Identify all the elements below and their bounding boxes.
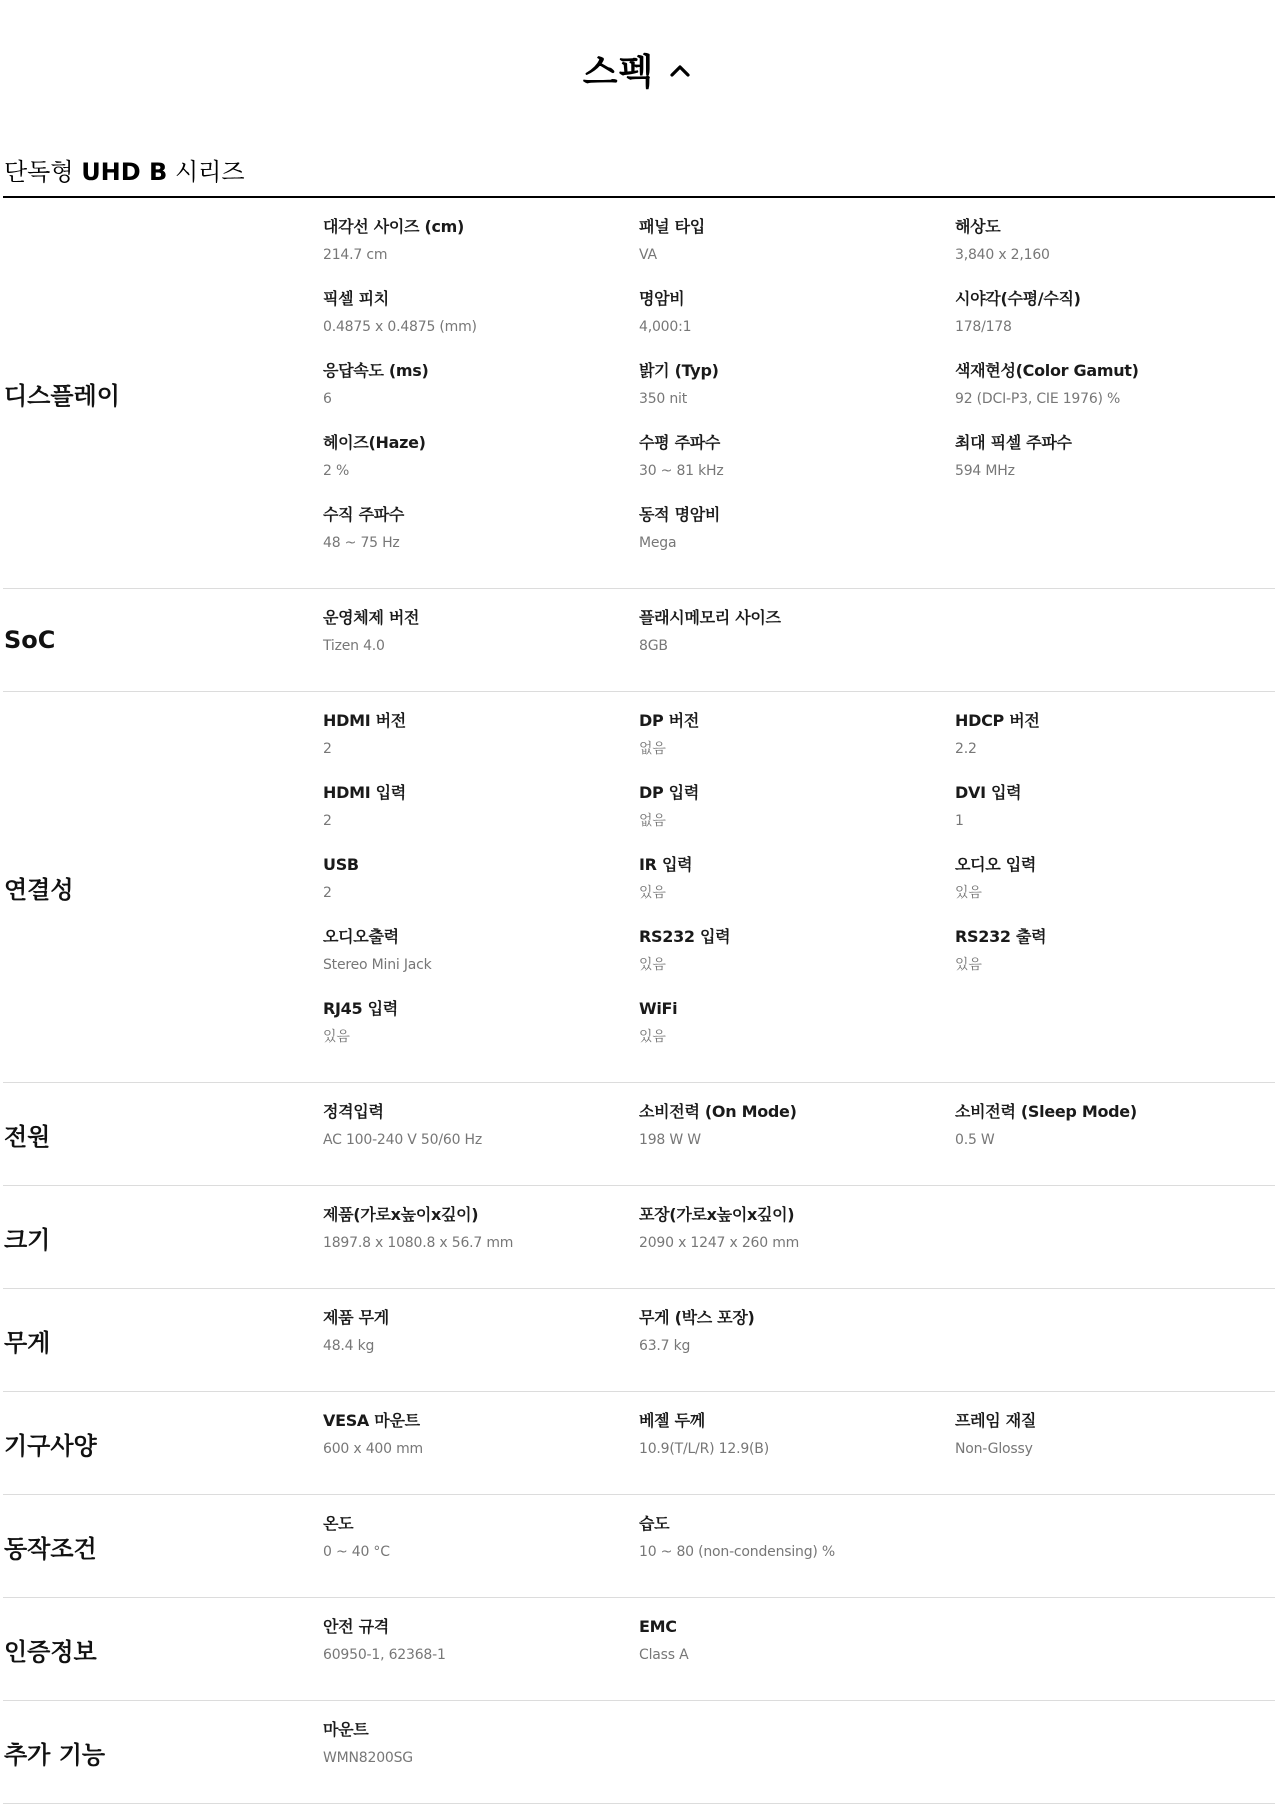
spec-name: 무게 (박스 포장) (639, 1308, 755, 1327)
section-label: 디스플레이 (4, 381, 120, 410)
spec-item (955, 926, 1271, 998)
spec-grid (323, 1495, 1275, 1597)
spec-section (3, 589, 1275, 692)
spec-item (323, 1616, 639, 1688)
spec-name: 수평 주파수 (639, 433, 721, 452)
spec-name: 밝기 (Typ) (639, 361, 719, 380)
spec-item (639, 607, 955, 679)
spec-name: 대각선 사이즈 (cm) (323, 217, 465, 236)
spec-name: DVI 입력 (955, 783, 1022, 802)
spec-toggle[interactable] (583, 44, 693, 95)
spec-name: 색재현성(Color Gamut) (955, 361, 1139, 380)
spec-name: 온도 (323, 1514, 354, 1533)
spec-grid (323, 1392, 1275, 1494)
spec-value: 있음 (323, 1029, 350, 1045)
product-title (4, 152, 245, 187)
spec-value: 10 ~ 80 (non-condensing) % (639, 1544, 836, 1560)
spec-item (639, 926, 955, 998)
spec-item (955, 288, 1271, 360)
spec-item (639, 1307, 955, 1379)
section-label: 크기 (4, 1225, 51, 1254)
spec-name: RJ45 입력 (323, 999, 398, 1018)
section-label: 무게 (4, 1328, 51, 1357)
spec-item (323, 1101, 639, 1173)
spec-name: 시야각(수평/수직) (955, 289, 1081, 308)
spec-value: 있음 (955, 957, 982, 973)
spec-item (323, 782, 639, 854)
spec-item (639, 998, 955, 1070)
page-title: 스펙 (582, 52, 655, 93)
spec-grid (323, 1598, 1275, 1700)
spec-item (955, 432, 1271, 504)
spec-item (639, 1616, 955, 1688)
spec-value: Non-Glossy (955, 1441, 1033, 1457)
spec-value: VA (639, 247, 657, 263)
spec-section (3, 1083, 1275, 1186)
spec-item (323, 432, 639, 504)
spec-value: 있음 (639, 1029, 666, 1045)
spec-value: 0.4875 x 0.4875 (mm) (323, 319, 477, 335)
spec-value: 2 (323, 813, 332, 829)
spec-value: 198 W W (639, 1132, 701, 1148)
chevron-up-icon (668, 58, 692, 82)
spec-section (3, 692, 1275, 1083)
spec-name: 운영체제 버전 (323, 608, 420, 627)
spec-name: EMC (639, 1617, 677, 1636)
spec-item (323, 1410, 639, 1482)
spec-value: 2 (323, 741, 332, 757)
spec-item (323, 1307, 639, 1379)
spec-item (323, 607, 639, 679)
spec-item (639, 710, 955, 782)
spec-item (955, 1101, 1271, 1173)
spec-section (3, 1186, 1275, 1289)
spec-item (323, 998, 639, 1070)
spec-value: 3,840 x 2,160 (955, 247, 1050, 263)
spec-name: USB (323, 855, 359, 874)
spec-value: 0.5 W (955, 1132, 995, 1148)
spec-section (3, 1495, 1275, 1598)
spec-table (3, 198, 1275, 1804)
spec-name: VESA 마운트 (323, 1411, 420, 1430)
product-title-prefix: 단독형 (4, 158, 82, 186)
spec-item (639, 1410, 955, 1482)
spec-value: 178/178 (955, 319, 1012, 335)
section-label: 기구사양 (4, 1431, 97, 1460)
spec-name: RS232 출력 (955, 927, 1047, 946)
spec-section (3, 1598, 1275, 1701)
spec-item (639, 504, 955, 576)
spec-value: 있음 (955, 885, 982, 901)
spec-item (639, 360, 955, 432)
spec-name: 안전 규격 (323, 1617, 389, 1636)
spec-name: 습도 (639, 1514, 670, 1533)
spec-grid (323, 198, 1275, 588)
spec-name: HDMI 버전 (323, 711, 406, 730)
spec-section (3, 1289, 1275, 1392)
spec-value: WMN8200SG (323, 1750, 413, 1766)
spec-value: Stereo Mini Jack (323, 957, 432, 973)
product-title-model: UHD B (81, 158, 168, 186)
product-title-suffix: 시리즈 (167, 158, 245, 186)
spec-value: 92 (DCI-P3, CIE 1976) % (955, 391, 1121, 407)
spec-value: 1 (955, 813, 964, 829)
spec-name: DP 버전 (639, 711, 699, 730)
spec-grid (323, 1701, 1275, 1803)
spec-name: 해상도 (955, 217, 1001, 236)
spec-grid (323, 692, 1275, 1082)
spec-value: 2090 x 1247 x 260 mm (639, 1235, 800, 1251)
spec-name: HDCP 버전 (955, 711, 1040, 730)
spec-grid (323, 1289, 1275, 1391)
spec-value: 214.7 cm (323, 247, 388, 263)
spec-value: 2.2 (955, 741, 977, 757)
spec-value: 60950-1, 62368-1 (323, 1647, 446, 1663)
spec-item (955, 782, 1271, 854)
spec-item (955, 360, 1271, 432)
spec-name: 수직 주파수 (323, 505, 405, 524)
spec-name: 제품 무게 (323, 1308, 389, 1327)
spec-section (3, 198, 1275, 589)
spec-item (955, 854, 1271, 926)
spec-name: 플래시메모리 사이즈 (639, 608, 781, 627)
spec-name: 동적 명암비 (639, 505, 721, 524)
spec-value: Mega (639, 535, 677, 551)
spec-item (639, 854, 955, 926)
spec-name: RS232 입력 (639, 927, 731, 946)
spec-section (3, 1701, 1275, 1804)
spec-header (0, 44, 1275, 95)
spec-value: 48.4 kg (323, 1338, 375, 1354)
spec-value: 600 x 400 mm (323, 1441, 423, 1457)
spec-name: WiFi (639, 999, 678, 1018)
spec-name: IR 입력 (639, 855, 693, 874)
spec-item (955, 216, 1271, 288)
spec-item (639, 1101, 955, 1173)
spec-value: 63.7 kg (639, 1338, 691, 1354)
spec-value: Tizen 4.0 (323, 638, 385, 654)
spec-item (323, 1513, 639, 1585)
spec-value: 2 % (323, 463, 350, 479)
spec-item (639, 216, 955, 288)
section-label: 연결성 (4, 875, 74, 904)
spec-item (639, 288, 955, 360)
spec-section (3, 1392, 1275, 1495)
spec-name: 명암비 (639, 289, 685, 308)
spec-value: 30 ~ 81 kHz (639, 463, 724, 479)
spec-item (639, 1204, 955, 1276)
spec-value: 1897.8 x 1080.8 x 56.7 mm (323, 1235, 514, 1251)
spec-name: 오디오 입력 (955, 855, 1037, 874)
spec-item (323, 216, 639, 288)
spec-name: HDMI 입력 (323, 783, 406, 802)
spec-item (323, 710, 639, 782)
spec-value: 있음 (639, 885, 666, 901)
spec-name: DP 입력 (639, 783, 699, 802)
spec-name: 헤이즈(Haze) (323, 433, 426, 452)
spec-name: 마운트 (323, 1720, 369, 1739)
spec-name: 최대 픽셀 주파수 (955, 433, 1072, 452)
spec-value: 594 MHz (955, 463, 1015, 479)
section-label: 추가 기능 (4, 1740, 106, 1769)
spec-value: 6 (323, 391, 332, 407)
spec-item (955, 1410, 1271, 1482)
section-label: 전원 (4, 1122, 51, 1151)
spec-item (323, 360, 639, 432)
spec-value: 350 nit (639, 391, 688, 407)
spec-name: 소비전력 (On Mode) (639, 1102, 797, 1121)
spec-value: 48 ~ 75 Hz (323, 535, 400, 551)
spec-value: Class A (639, 1647, 689, 1663)
spec-name: 소비전력 (Sleep Mode) (955, 1102, 1137, 1121)
spec-value: 4,000:1 (639, 319, 692, 335)
spec-name: 정격입력 (323, 1102, 384, 1121)
spec-value: 0 ~ 40 °C (323, 1544, 390, 1560)
spec-value: 있음 (639, 957, 666, 973)
spec-item (955, 710, 1271, 782)
spec-item (323, 1719, 639, 1791)
section-label: SoC (4, 626, 56, 654)
spec-name: 제품(가로x높이x깊이) (323, 1205, 479, 1224)
section-label: 인증정보 (4, 1637, 97, 1666)
spec-grid (323, 589, 1275, 691)
section-label: 동작조건 (4, 1534, 97, 1563)
spec-name: 응답속도 (ms) (323, 361, 429, 380)
spec-name: 오디오출력 (323, 927, 399, 946)
spec-value: 없음 (639, 813, 666, 829)
spec-item (323, 926, 639, 998)
spec-grid (323, 1083, 1275, 1185)
spec-item (323, 1204, 639, 1276)
spec-item (639, 432, 955, 504)
spec-item (639, 782, 955, 854)
spec-value: 8GB (639, 638, 668, 654)
spec-value: 2 (323, 885, 332, 901)
spec-name: 프레임 재질 (955, 1411, 1037, 1430)
spec-item (323, 504, 639, 576)
spec-value: 10.9(T/L/R) 12.9(B) (639, 1441, 769, 1457)
spec-name: 포장(가로x높이x깊이) (639, 1205, 795, 1224)
spec-value: 없음 (639, 741, 666, 757)
spec-name: 베젤 두께 (639, 1411, 705, 1430)
spec-name: 패널 타입 (639, 217, 705, 236)
spec-grid (323, 1186, 1275, 1288)
spec-item (323, 854, 639, 926)
spec-name: 픽셀 피치 (323, 289, 389, 308)
spec-value: AC 100-240 V 50/60 Hz (323, 1132, 483, 1148)
spec-item (323, 288, 639, 360)
spec-item (639, 1513, 955, 1585)
